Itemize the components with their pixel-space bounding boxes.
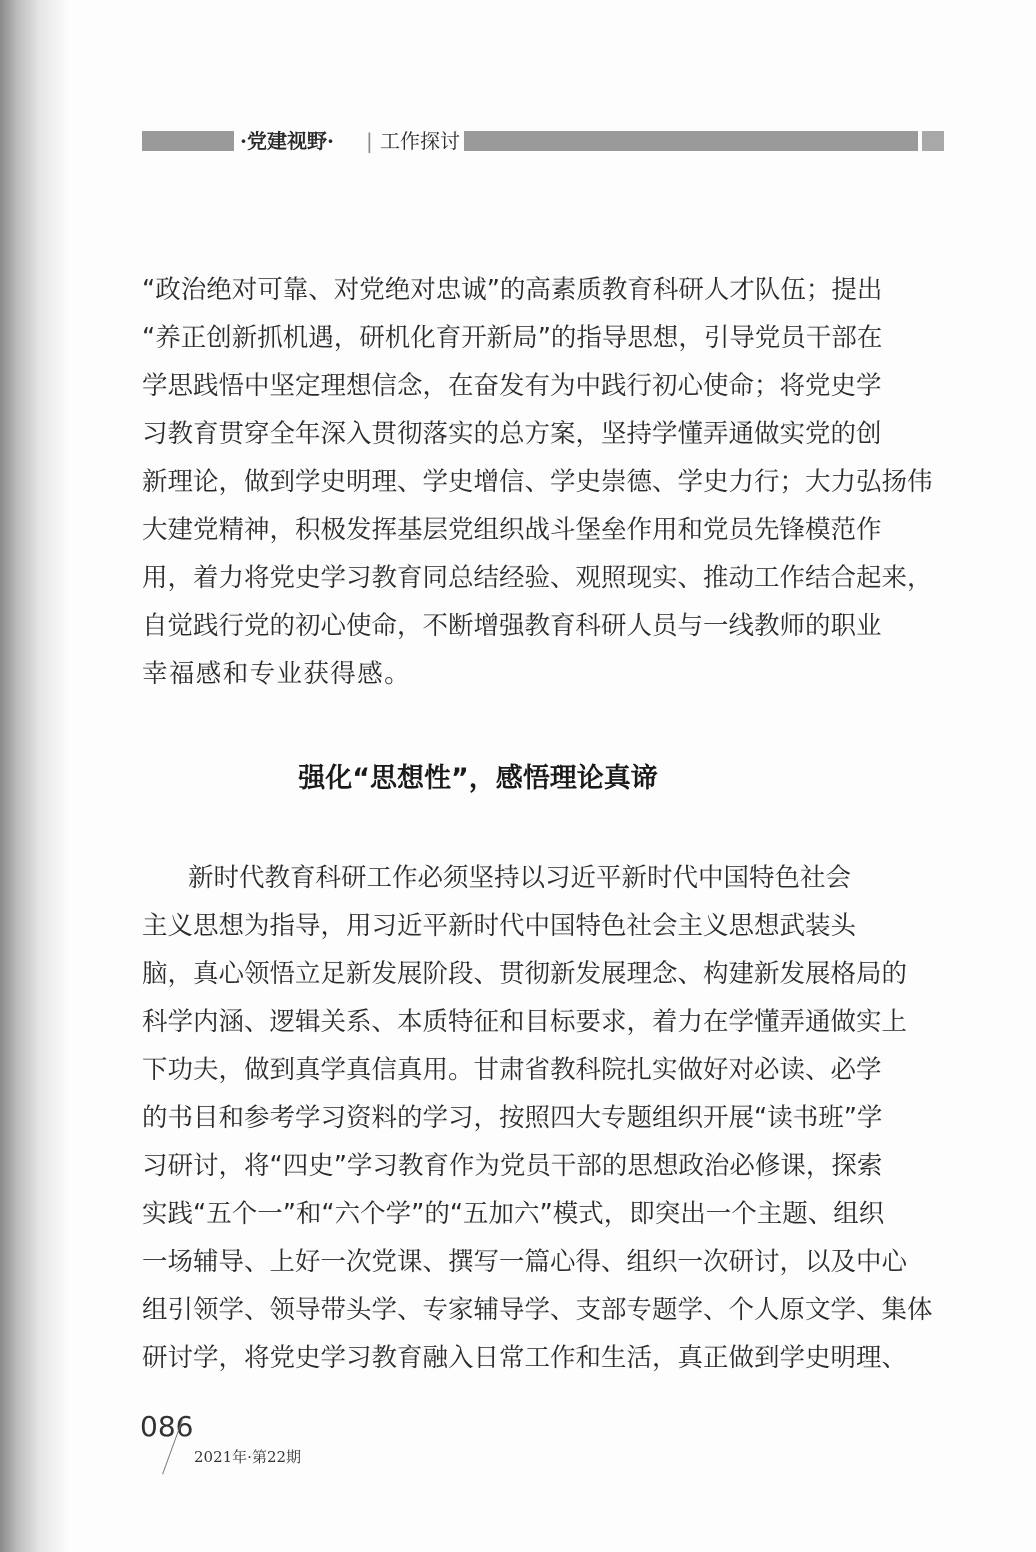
text-line: 学思践悟中坚定理想信念，在奋发有为中践行初心使命；将党史学: [142, 371, 882, 401]
header-separator: |: [366, 129, 373, 153]
text-line: 习研讨，将“四史”学习教育作为党员干部的思想政治必修课，探索: [142, 1151, 883, 1181]
text-line: 主义思想为指导，用习近平新时代中国特色社会主义思想武装头: [142, 911, 857, 941]
text-line: 一场辅导、上好一次党课、撰写一篇心得、组织一次研讨，以及中心: [142, 1247, 908, 1277]
section-heading: 强化“思想性”，感悟理论真谛: [298, 763, 658, 794]
text-line: 组引领学、领导带头学、专家辅导学、支部专题学、个人原文学、集体: [142, 1295, 933, 1325]
header-subsection: 工作探讨: [380, 129, 460, 153]
text-line: 新时代教育科研工作必须坚持以习近平新时代中国特色社会: [188, 863, 852, 893]
text-line: 大建党精神，积极发挥基层党组织战斗堡垒作用和党员先锋模范作: [142, 515, 882, 545]
text-line: 研讨学，将党史学习教育融入日常工作和生活，真正做到学史明理、: [142, 1343, 908, 1373]
text-line: 实践“五个一”和“六个学”的“五加六”模式，即突出一个主题、组织: [142, 1199, 885, 1229]
text-line: 习教育贯穿全年深入贯彻落实的总方案，坚持学懂弄通做实党的创: [142, 419, 882, 449]
issue-label: 2021年·第22期: [194, 1448, 302, 1466]
page-number: 086: [140, 1410, 194, 1443]
text-line: 的书目和参考学习资料的学习，按照四大专题组织开展“读书班”学: [142, 1103, 883, 1133]
header-section: ·党建视野·: [240, 129, 334, 153]
header-bar-right: [464, 131, 918, 151]
paragraph-1: [142, 266, 933, 698]
text-line: 自觉践行党的初心使命，不断增强教育科研人员与一线教师的职业: [142, 611, 882, 641]
text-line: “养正创新抓机遇，研机化育开新局”的指导思想，引导党员干部在: [142, 323, 883, 353]
text-line: 脑，真心领悟立足新发展阶段、贯彻新发展理念、构建新发展格局的: [142, 959, 908, 989]
page-edge-shadow: [0, 0, 70, 1552]
header-bar-left: [142, 131, 234, 151]
text-line: 用，着力将党史学习教育同总结经验、观照现实、推动工作结合起来，: [142, 563, 933, 593]
text-line: “政治绝对可靠、对党绝对忠诚”的高素质教育科研人才队伍；提出: [142, 275, 883, 305]
text-line: 科学内涵、逻辑关系、本质特征和目标要求，着力在学懂弄通做实上: [142, 1007, 908, 1037]
text-line: 下功夫，做到真学真信真用。甘肃省教科院扎实做好对必读、必学: [142, 1055, 882, 1085]
paragraph-2: [142, 854, 933, 1382]
text-line: 幸福感和专业获得感。: [142, 659, 412, 689]
text-line: 新理论，做到学史明理、学史增信、学史崇德、学史力行；大力弘扬伟: [142, 467, 933, 497]
header-bar-end: [922, 131, 944, 151]
